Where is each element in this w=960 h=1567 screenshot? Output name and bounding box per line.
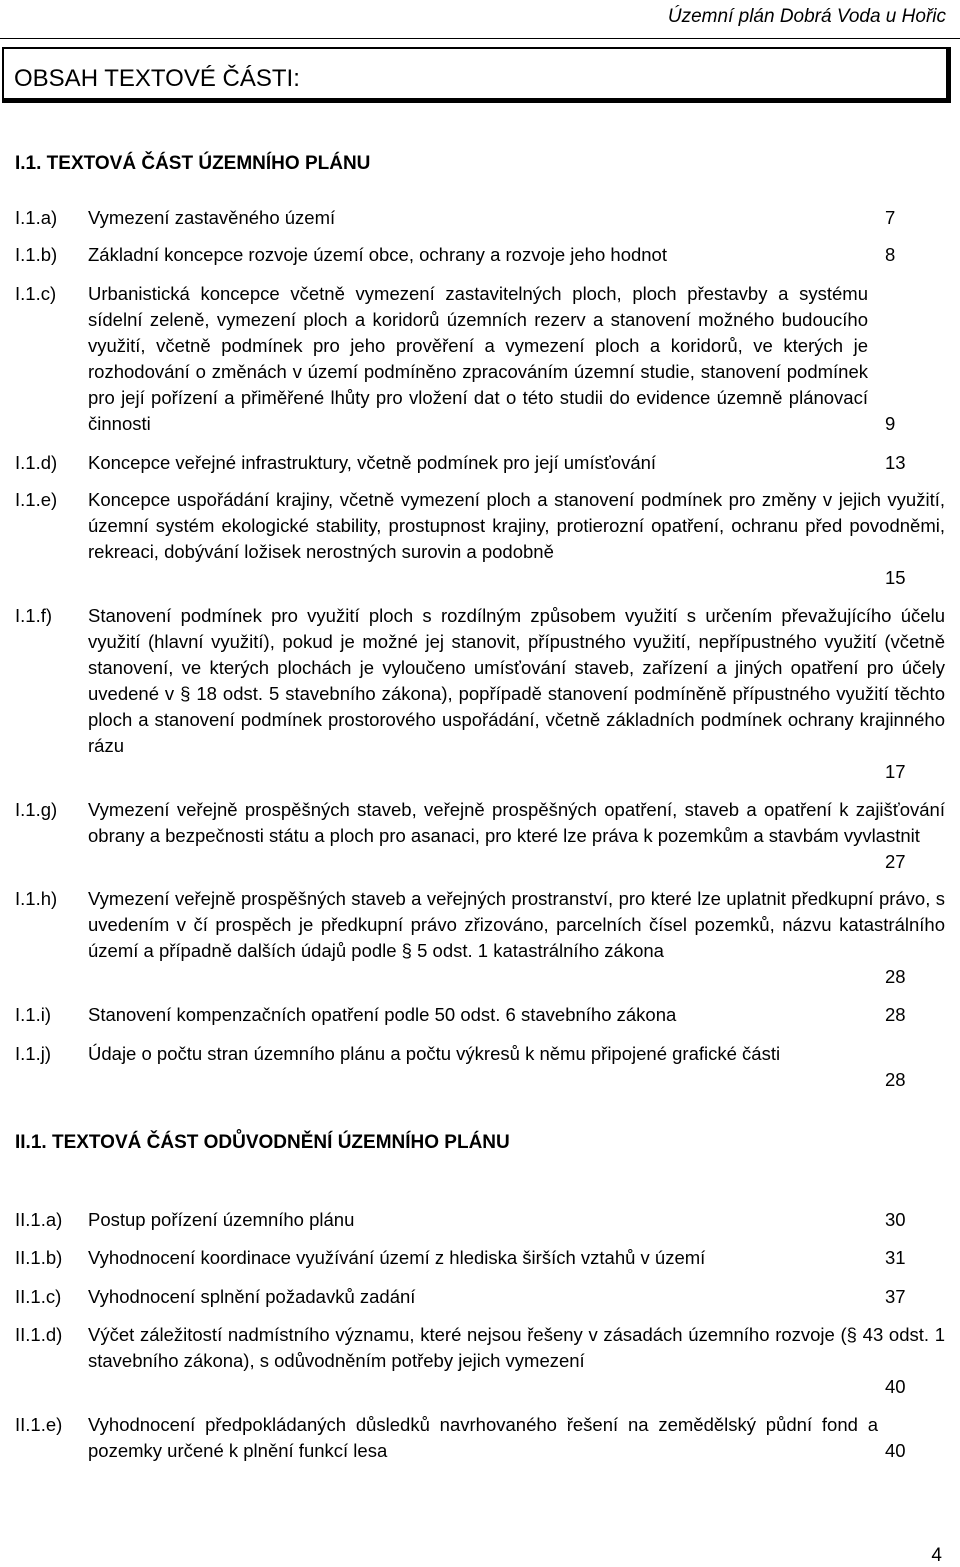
entry-code: II.1.b)	[15, 1247, 63, 1268]
toc-title-box	[2, 47, 951, 103]
entry-text: Stanovení kompenzačních opatření podle 50 odst. 6 stavebního zákona	[88, 1004, 677, 1025]
entry-page: 15	[885, 567, 906, 588]
entry-text: Stanovení podmínek pro využití ploch s rozdílným způsobem využití s určením převažujícího účelu využití (hlavní využití), pokud je možné jej stanovit, přípustného využití, nepřípustného využití (včetně stanovení, ve kterých plochách je vyloučeno umísťování staveb, zařízení a jiných opatření pro účely uvedené v § 18 odst. 5 stavebního zákona), popřípadě stanovení podmíněně přípustného využití těchto ploch a stanovení podmínek prostorového uspořádání, včetně základních podmínek ochrany krajinného rázu	[88, 605, 945, 756]
entry-text: Údaje o počtu stran územního plánu a počtu výkresů k němu připojené grafické části	[88, 1043, 781, 1064]
entry-code: I.1.d)	[15, 452, 58, 473]
toc-title: OBSAH TEXTOVÉ ČÁSTI:	[14, 65, 300, 92]
entry-text: Vyhodnocení koordinace využívání území z hlediska širších vztahů v území	[88, 1247, 706, 1268]
entry-text: Urbanistická koncepce včetně vymezení zastavitelných ploch, ploch přestavby a systému sídelní zeleně, vymezení ploch a koridorů územních rezerv a stanovení možného budoucího využití, včetně podmínek pro jeho prověření a vymezení ploch a koridorů, ve kterých je rozhodování o změnách v území podmíněno zpracováním územní studie, stanovení podmínek pro její pořízení a přiměřené lhůty pro vložení dat o této studii do evidence územně plánovací činnosti	[88, 283, 868, 434]
section-heading-2: II.1. TEXTOVÁ ČÁST ODŮVODNĚNÍ ÚZEMNÍHO PLÁNU	[15, 1132, 510, 1153]
header-divider	[0, 38, 960, 39]
entry-text: Koncepce veřejné infrastruktury, včetně podmínek pro její umísťování	[88, 452, 657, 473]
entry-page: 27	[885, 851, 906, 872]
entry-text: Vymezení zastavěného území	[88, 207, 336, 228]
entry-page: 13	[885, 452, 906, 473]
entry-text: Vymezení veřejně prospěšných staveb, veřejně prospěšných opatření, staveb a opatření k zajišťování obrany a bezpečnosti státu a ploch pro asanaci, pro které lze práva k pozemkům a stavbám vyvlastnit	[88, 799, 945, 846]
entry-page: 40	[885, 1440, 906, 1461]
entry-code: I.1.c)	[15, 283, 57, 304]
entry-page: 37	[885, 1286, 906, 1307]
entry-code: I.1.b)	[15, 244, 58, 265]
entry-text: Výčet záležitostí nadmístního významu, které nejsou řešeny v zásadách územního rozvoje (§ 43 odst. 1 stavebního zákona), s odůvodněním potřeby jejich vymezení	[88, 1324, 945, 1371]
entry-page: 40	[885, 1376, 906, 1397]
entry-page: 31	[885, 1247, 906, 1268]
entry-page: 28	[885, 1004, 906, 1025]
entry-page: 8	[885, 244, 896, 265]
section-heading-1: I.1. TEXTOVÁ ČÁST ÚZEMNÍHO PLÁNU	[15, 153, 371, 174]
entry-code: II.1.e)	[15, 1414, 63, 1435]
entry-code: I.1.i)	[15, 1004, 51, 1025]
entry-code: II.1.d)	[15, 1324, 63, 1345]
entry-code: II.1.c)	[15, 1286, 62, 1307]
entry-page: 7	[885, 207, 896, 228]
entry-code: I.1.j)	[15, 1043, 51, 1064]
entry-text: Vyhodnocení splnění požadavků zadání	[88, 1286, 416, 1307]
entry-page: 28	[885, 1069, 906, 1090]
entry-text: Základní koncepce rozvoje území obce, ochrany a rozvoje jeho hodnot	[88, 244, 667, 265]
entry-page: 30	[885, 1209, 906, 1230]
entry-code: I.1.f)	[15, 605, 53, 626]
entry-code: I.1.a)	[15, 207, 58, 228]
entry-code: II.1.a)	[15, 1209, 63, 1230]
entry-text: Postup pořízení územního plánu	[88, 1209, 355, 1230]
page-number: 4	[931, 1545, 942, 1566]
entry-text: Koncepce uspořádání krajiny, včetně vymezení ploch a stanovení podmínek pro změny v jejich využití, územní systém ekologické stability, prostupnost krajiny, protierozní opatření, ochranu před povodněmi, rekreaci, dobývání ložisek nerostných surovin a podobně	[88, 489, 945, 562]
entry-text: Vyhodnocení předpokládaných důsledků navrhovaného řešení na zemědělský půdní fond a pozemky určené k plnění funkcí lesa	[88, 1414, 878, 1461]
entry-code: I.1.g)	[15, 799, 58, 820]
entry-page: 28	[885, 966, 906, 987]
entry-page: 17	[885, 761, 906, 782]
document-header-title: Územní plán Dobrá Voda u Hořic	[667, 6, 946, 27]
entry-code: I.1.h)	[15, 888, 58, 909]
entry-text: Vymezení veřejně prospěšných staveb a veřejných prostranství, pro které lze uplatnit předkupní právo, s uvedením v čí prospěch je předkupní právo zřizováno, parcelních čísel pozemků, názvu katastrálního území a případně dalších údajů podle § 5 odst. 1 katastrálního zákona	[88, 888, 945, 961]
entry-page: 9	[885, 413, 896, 434]
entry-code: I.1.e)	[15, 489, 58, 510]
